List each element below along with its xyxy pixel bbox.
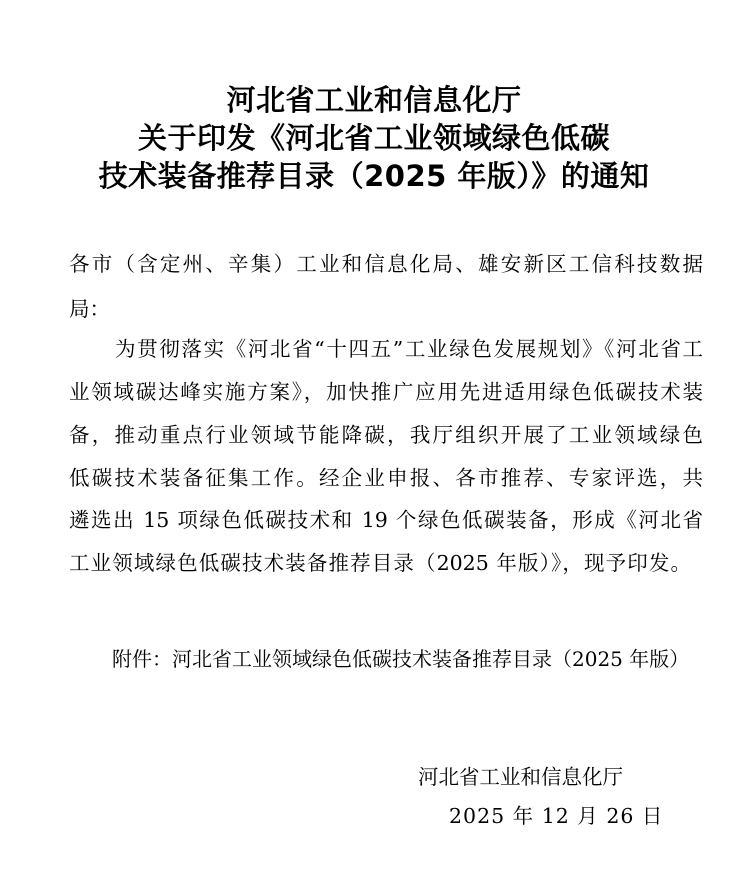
attachment-line: 附件：河北省工业领域绿色低碳技术装备推荐目录（2025 年版） (112, 647, 690, 671)
signature-organization: 河北省工业和信息化厅 (418, 765, 623, 789)
signature-date: 2025 年 12 月 26 日 (449, 804, 664, 828)
body-line-3: 备，推动重点行业领域节能降碳，我厅组织开展了工业领域绿色 (69, 423, 703, 447)
addressee-line-2: 局： (69, 297, 110, 321)
body-line-2: 业领域碳达峰实施方案》，加快推广应用先进适用绿色低碳技术装 (69, 380, 703, 404)
body-line-1: 为贯彻落实《河北省“十四五”工业绿色发展规划》《河北省工 (115, 337, 703, 361)
title-line-1: 河北省工业和信息化厅 (226, 83, 522, 117)
addressee-line-1: 各市（含定州、辛集）工业和信息化局、雄安新区工信科技数据 (69, 252, 703, 276)
body-line-5: 遴选出 15 项绿色低碳技术和 19 个绿色低碳装备，形成《河北省 (69, 508, 703, 532)
body-line-6: 工业领域绿色低碳技术装备推荐目录（2025 年版）》，现予印发。 (69, 551, 691, 575)
title-line-3: 技术装备推荐目录（2025 年版）》的通知 (98, 159, 650, 193)
title-line-2: 关于印发《河北省工业领域绿色低碳 (137, 121, 610, 155)
body-line-4: 低碳技术装备征集工作。经企业申报、各市推荐、专家评选，共 (69, 466, 703, 490)
